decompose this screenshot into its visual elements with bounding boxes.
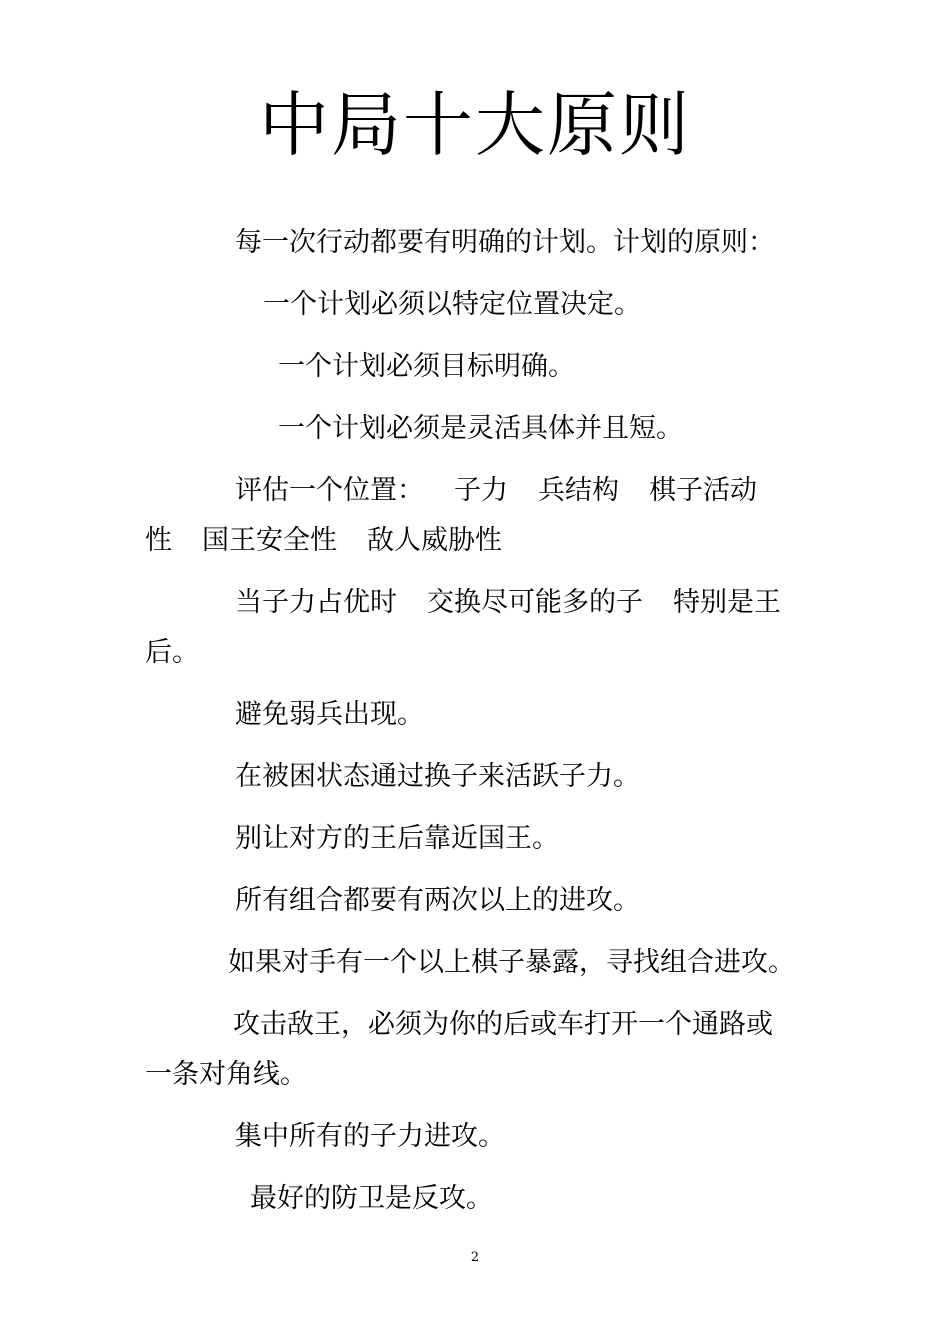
paragraph-plan: 每一次行动都要有明确的计划。计划的原则：	[235, 227, 775, 258]
paragraph-rule-2: 一个计划必须目标明确。	[278, 351, 575, 382]
paragraph-combination: 所有组合都要有两次以上的进攻。	[235, 885, 640, 916]
evaluate-piece-activity-cont: 性	[145, 525, 172, 556]
paragraph-evaluate-line-2	[145, 516, 502, 566]
evaluate-material: 子力	[454, 475, 508, 506]
paragraph-defense: 最好的防卫是反攻。	[250, 1183, 493, 1214]
evaluate-king-safety: 国王安全性	[202, 525, 337, 556]
evaluate-piece-activity: 棋子活动	[649, 475, 757, 506]
trade-action: 交换尽可能多的子	[427, 587, 643, 618]
paragraph-cramped: 在被困状态通过换子来活跃子力。	[235, 761, 640, 792]
page-title: 中局十大原则	[259, 84, 691, 166]
paragraph-rule-3: 一个计划必须是灵活具体并且短。	[278, 413, 683, 444]
paragraph-trade-line-1	[235, 578, 781, 628]
trade-condition: 当子力占优时	[235, 587, 397, 618]
paragraph-queen: 别让对方的王后靠近国王。	[235, 823, 559, 854]
page-number: 2	[470, 1250, 480, 1265]
trade-especially: 特别是王	[673, 587, 781, 618]
paragraph-attack-line-1: 攻击敌王，必须为你的后或车打开一个通路或	[233, 1009, 773, 1040]
paragraph-concentrate: 集中所有的子力进攻。	[235, 1121, 505, 1152]
paragraph-evaluate-line-1	[235, 466, 757, 516]
paragraph-attack-line-2: 一条对角线。	[145, 1059, 307, 1090]
evaluate-label: 评估一个位置：	[235, 475, 424, 506]
evaluate-pawn-structure: 兵结构	[538, 475, 619, 506]
paragraph-exposed: 如果对手有一个以上棋子暴露，寻找组合进攻。	[228, 947, 795, 978]
paragraph-weak-pawns: 避免弱兵出现。	[235, 699, 424, 730]
paragraph-rule-1: 一个计划必须以特定位置决定。	[263, 289, 641, 320]
paragraph-trade-line-2: 后。	[145, 637, 199, 668]
evaluate-threats: 敌人威胁性	[367, 525, 502, 556]
